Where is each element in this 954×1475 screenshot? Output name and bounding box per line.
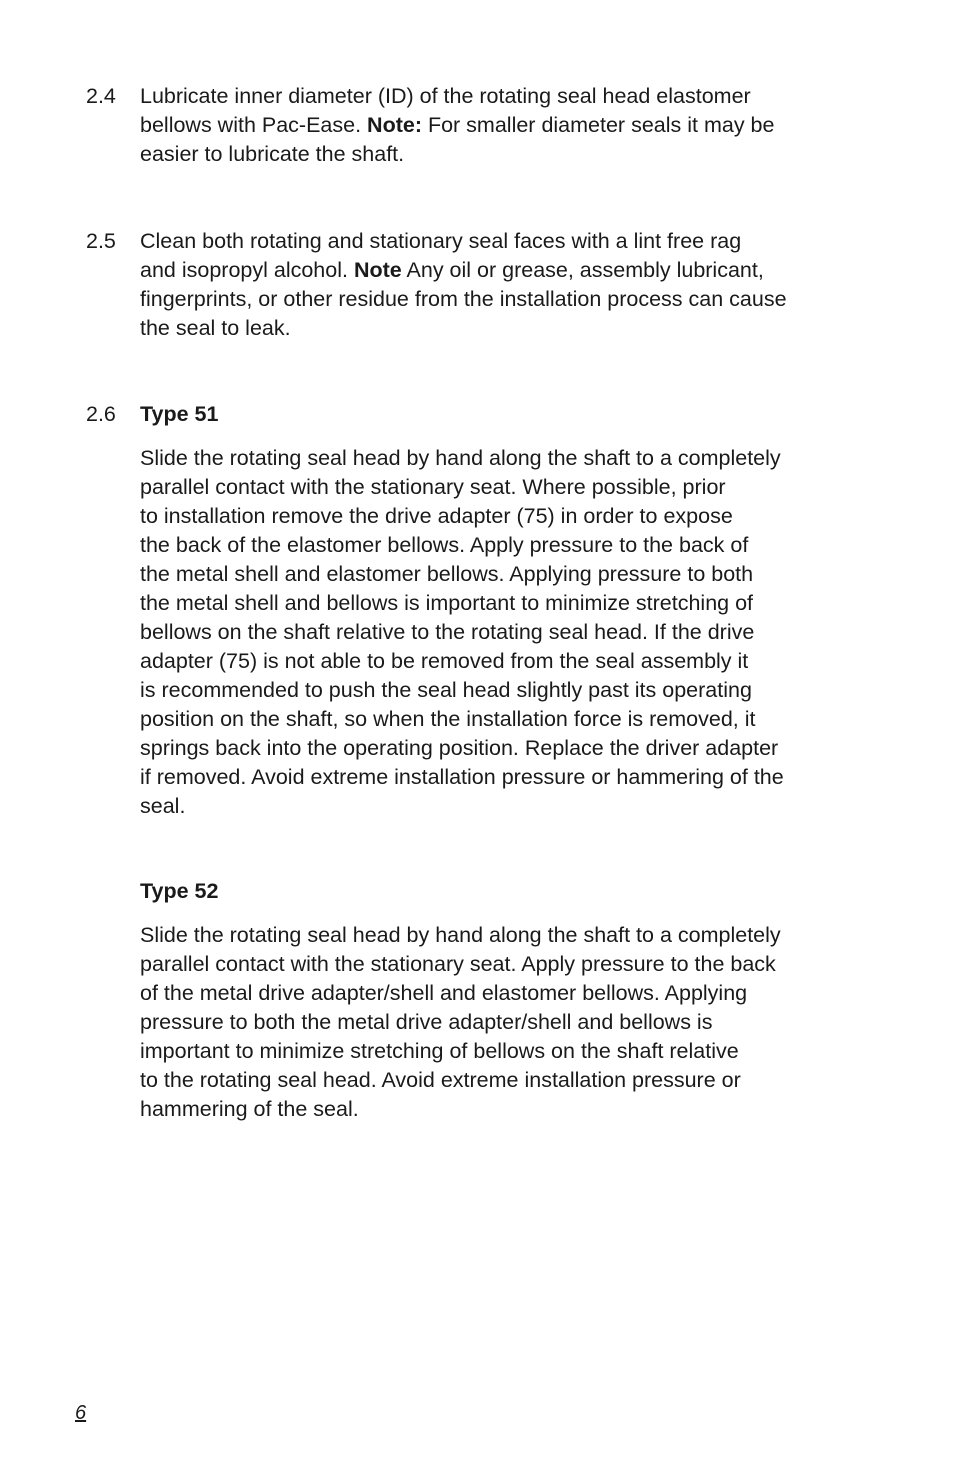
text-line: pressure to both the metal drive adapter/shell and bellows is bbox=[140, 1010, 713, 1034]
section-body bbox=[140, 877, 886, 1124]
text-run: Any oil or grease, assembly lubricant, bbox=[401, 258, 764, 282]
text-line bbox=[140, 285, 886, 314]
text-line: the metal shell and bellows is important to minimize stretching of bbox=[140, 591, 754, 615]
text-line: to installation remove the drive adapter (75) in order to expose bbox=[140, 504, 733, 528]
section-2-6 bbox=[86, 400, 886, 821]
text-line: the back of the elastomer bellows. Apply pressure to the back of bbox=[140, 533, 749, 557]
text-line bbox=[140, 227, 886, 256]
text-line bbox=[140, 82, 886, 111]
type-52-paragraph bbox=[140, 921, 886, 1124]
text-line: seal. bbox=[140, 794, 186, 818]
text-line: if removed. Avoid extreme installation pressure or hammering of the bbox=[140, 765, 784, 789]
section-body bbox=[140, 400, 886, 821]
text-run: and isopropyl alcohol. bbox=[140, 258, 354, 282]
text-line bbox=[140, 314, 886, 343]
text-line: bellows on the shaft relative to the rotating seal head. If the drive bbox=[140, 620, 755, 644]
text-run: Clean both rotating and stationary seal faces with a lint free rag bbox=[140, 229, 742, 253]
text-line: parallel contact with the stationary seat. Where possible, prior bbox=[140, 475, 726, 499]
page-number: 6 bbox=[75, 1402, 87, 1424]
text-line: parallel contact with the stationary seat. Apply pressure to the back bbox=[140, 952, 776, 976]
text-line: adapter (75) is not able to be removed from the seal assembly it bbox=[140, 649, 749, 673]
text-line bbox=[140, 140, 886, 169]
text-run: bellows with Pac-Ease. bbox=[140, 113, 368, 137]
text-line: Slide the rotating seal head by hand along the shaft to a completely bbox=[140, 923, 781, 947]
type-51-heading: Type 51 bbox=[140, 402, 219, 426]
text-line: hammering of the seal. bbox=[140, 1097, 359, 1121]
section-body bbox=[140, 227, 886, 343]
text-run: For smaller diameter seals it may be bbox=[421, 113, 775, 137]
text-line: springs back into the operating position. Replace the driver adapter bbox=[140, 736, 779, 760]
text-line: position on the shaft, so when the installation force is removed, it bbox=[140, 707, 756, 731]
text-line: of the metal drive adapter/shell and elastomer bellows. Applying bbox=[140, 981, 748, 1005]
text-line: Slide the rotating seal head by hand along the shaft to a completely bbox=[140, 446, 781, 470]
section-number: 2.4 bbox=[86, 84, 116, 108]
type-52-heading: Type 52 bbox=[140, 879, 219, 903]
section-number: 2.6 bbox=[86, 402, 116, 426]
section-body bbox=[140, 82, 886, 169]
text-run: Lubricate inner diameter (ID) of the rotating seal head elastomer bbox=[140, 84, 751, 108]
type-51-paragraph bbox=[140, 444, 886, 821]
section-2-4 bbox=[86, 82, 886, 169]
text-line: to the rotating seal head. Avoid extreme installation pressure or bbox=[140, 1068, 741, 1092]
section-number: 2.5 bbox=[86, 229, 116, 253]
section-2-5 bbox=[86, 227, 886, 343]
text-line bbox=[140, 256, 886, 285]
text-run: easier to lubricate the shaft. bbox=[140, 142, 405, 166]
text-run: the seal to leak. bbox=[140, 316, 291, 340]
text-line bbox=[140, 111, 886, 140]
text-line: the metal shell and elastomer bellows. Applying pressure to both bbox=[140, 562, 754, 586]
text-line: important to minimize stretching of bellows on the shaft relative bbox=[140, 1039, 739, 1063]
section-2-6-type-52 bbox=[86, 877, 886, 1124]
note-label: Note bbox=[353, 258, 402, 282]
text-run: fingerprints, or other residue from the installation process can cause bbox=[140, 287, 787, 311]
text-line: is recommended to push the seal head slightly past its operating bbox=[140, 678, 752, 702]
note-label: Note: bbox=[367, 113, 422, 137]
